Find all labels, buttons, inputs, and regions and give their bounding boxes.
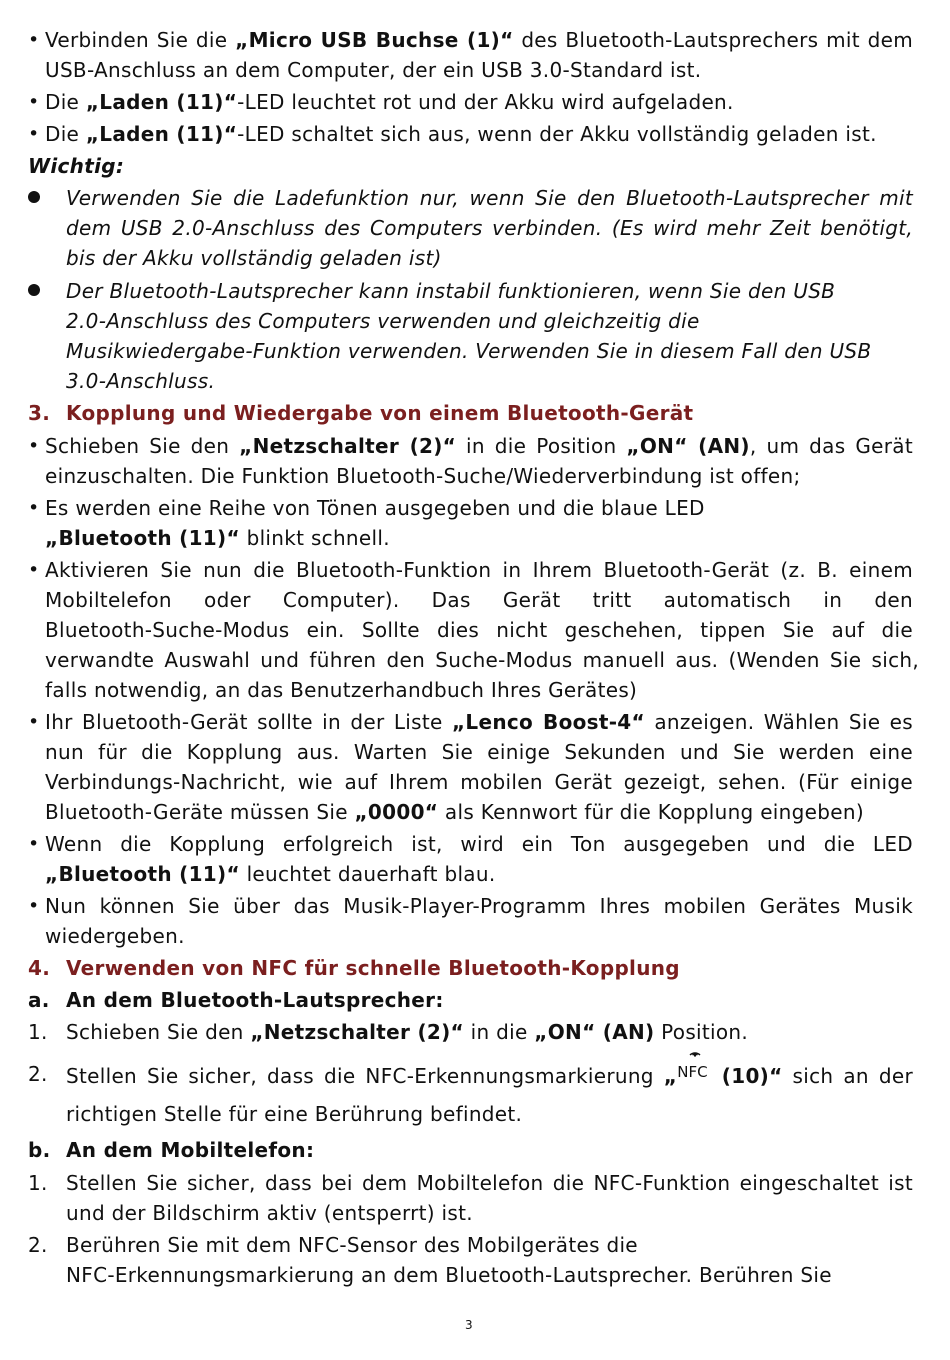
instruction-line: wiedergeben.	[45, 924, 185, 948]
bullet: •	[28, 497, 40, 519]
instruction-line: Es werden eine Reihe von Tönen ausgegeben und die blaue LED	[45, 496, 705, 520]
step-number: 2.	[28, 1062, 48, 1086]
section-number: 3.	[28, 401, 51, 425]
instruction-line: Schieben Sie den „Netzschalter (2)“ in die Position „ON“ (AN), um das Gerät	[45, 434, 913, 458]
instruction-line: Verbindungs-Nachricht, wie auf Ihrem mobilen Gerät gezeigt, sehen. (Für einige	[45, 770, 913, 794]
step-text: Schieben Sie den „Netzschalter (2)“ in die „ON“ (AN) Position.	[66, 1020, 749, 1044]
instruction-line: Die „Laden (11)“-LED leuchtet rot und der Akku wird aufgeladen.	[45, 90, 734, 114]
step-number: 1.	[28, 1020, 48, 1044]
subsection-letter: a.	[28, 988, 50, 1012]
instruction-line: Die „Laden (11)“-LED schaltet sich aus, wenn der Akku vollständig geladen ist.	[45, 122, 877, 146]
nfc-icon: NFC	[677, 1059, 711, 1085]
section-heading: Kopplung und Wiedergabe von einem Bluetooth-Gerät	[66, 401, 694, 425]
section-heading: Verwenden von NFC für schnelle Bluetooth-Kopplung	[66, 956, 680, 980]
step-text: Stellen Sie sicher, dass die NFC-Erkennungsmarkierung „ NFC (10)“ sich an der	[66, 1059, 913, 1089]
bullet-dot	[28, 284, 40, 296]
step-text: und der Bildschirm aktiv (entsperrt) ist.	[66, 1201, 473, 1225]
bullet: •	[28, 895, 40, 917]
subsection-heading: An dem Bluetooth-Lautsprecher:	[66, 988, 444, 1012]
note-line: Der Bluetooth-Lautsprecher kann instabil funktionieren, wenn Sie den USB	[66, 279, 836, 303]
step-text: NFC-Erkennungsmarkierung an dem Bluetooth-Lautsprecher. Berühren Sie	[66, 1263, 832, 1287]
note-line: bis der Akku vollständig geladen ist)	[66, 246, 442, 270]
important-label: Wichtig:	[28, 154, 125, 178]
subsection-heading: An dem Mobiltelefon:	[66, 1138, 315, 1162]
step-number: 2.	[28, 1233, 48, 1257]
bullet-dot	[28, 191, 40, 203]
bullet: •	[28, 711, 40, 733]
bullet: •	[28, 559, 40, 581]
instruction-line: Bluetooth-Suche-Modus ein. Sollte dies nicht geschehen, tippen Sie auf die	[45, 618, 913, 642]
subsection-letter: b.	[28, 1138, 51, 1162]
section-number: 4.	[28, 956, 51, 980]
note-line: 2.0-Anschluss des Computers verwenden und gleichzeitig die	[66, 309, 700, 333]
step-number: 1.	[28, 1171, 48, 1195]
bullet: •	[28, 29, 40, 51]
instruction-line: Bluetooth-Geräte müssen Sie „0000“ als Kennwort für die Kopplung eingeben)	[45, 800, 864, 824]
step-text: Stellen Sie sicher, dass bei dem Mobiltelefon die NFC-Funktion eingeschaltet ist	[66, 1171, 913, 1195]
bullet: •	[28, 435, 40, 457]
instruction-line: USB-Anschluss an dem Computer, der ein USB 3.0-Standard ist.	[45, 58, 702, 82]
instruction-line: Verbinden Sie die „Micro USB Buchse (1)“ des Bluetooth-Lautsprechers mit dem	[45, 28, 913, 52]
instruction-line: falls notwendig, an das Benutzerhandbuch Ihres Gerätes)	[45, 678, 638, 702]
instruction-line: einzuschalten. Die Funktion Bluetooth-Suche/Wiederverbindung ist offen;	[45, 464, 801, 488]
instruction-line: Mobiltelefon oder Computer). Das Gerät tritt automatisch in den	[45, 588, 913, 612]
instruction-line: Nun können Sie über das Musik-Player-Programm Ihres mobilen Gerätes Musik	[45, 894, 913, 918]
bullet: •	[28, 833, 40, 855]
instruction-line: „Bluetooth (11)“ leuchtet dauerhaft blau.	[45, 862, 496, 886]
note-line: Musikwiedergabe-Funktion verwenden. Verwenden Sie in diesem Fall den USB	[66, 339, 872, 363]
note-line: dem USB 2.0-Anschluss des Computers verbinden. (Es wird mehr Zeit benötigt,	[66, 216, 913, 240]
instruction-line: „Bluetooth (11)“ blinkt schnell.	[45, 526, 390, 550]
note-line: Verwenden Sie die Ladefunktion nur, wenn Sie den Bluetooth-Lautsprecher mit	[66, 186, 913, 210]
instruction-line: Aktivieren Sie nun die Bluetooth-Funktion in Ihrem Bluetooth-Gerät (z. B. einem	[45, 558, 913, 582]
bullet: •	[28, 91, 40, 113]
instruction-line: verwandte Auswahl und führen den Suche-Modus manuell aus. (Wenden Sie sich,	[45, 648, 919, 672]
page-number: 3	[465, 1318, 473, 1332]
instruction-line: Ihr Bluetooth-Gerät sollte in der Liste „Lenco Boost-4“ anzeigen. Wählen Sie es	[45, 710, 913, 734]
bullet: •	[28, 123, 40, 145]
instruction-line: Wenn die Kopplung erfolgreich ist, wird ein Ton ausgegeben und die LED	[45, 832, 913, 856]
instruction-line: nun für die Kopplung aus. Warten Sie einige Sekunden und Sie werden eine	[45, 740, 913, 764]
note-line: 3.0-Anschluss.	[66, 369, 216, 393]
step-text: richtigen Stelle für eine Berührung befindet.	[66, 1102, 523, 1126]
step-text: Berühren Sie mit dem NFC-Sensor des Mobilgerätes die	[66, 1233, 638, 1257]
